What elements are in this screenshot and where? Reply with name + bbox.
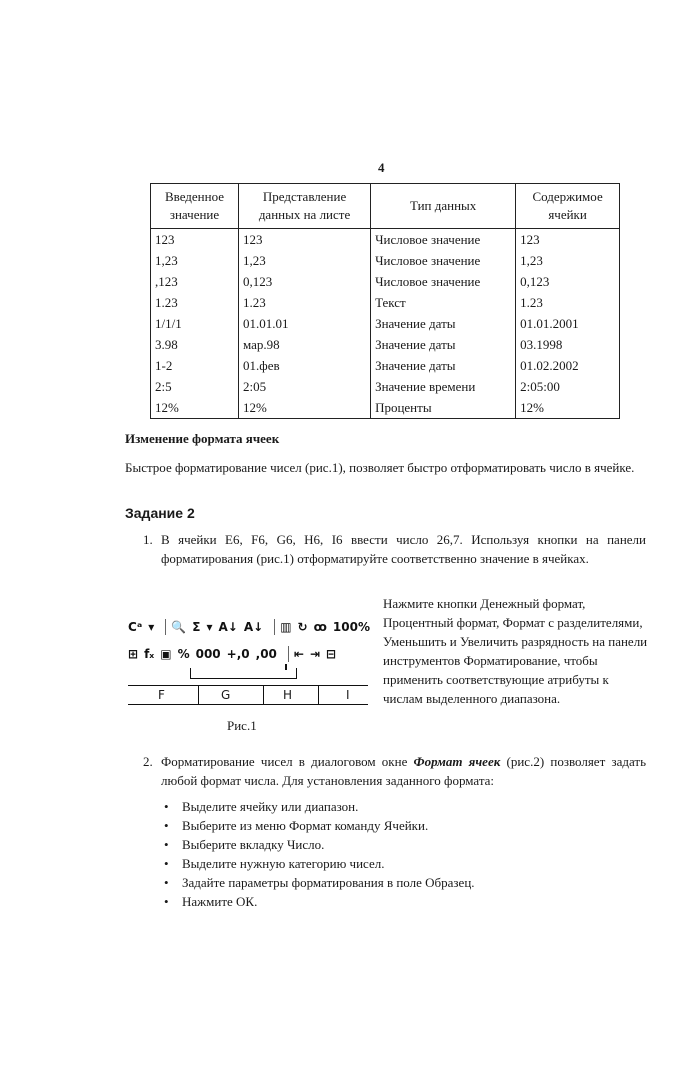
formatting-toolbar-figure	[128, 610, 368, 710]
section-paragraph: Быстрое форматирование чисел (рис.1), позволяет быстро отформатировать число в ячейке.	[125, 460, 635, 475]
increase-decimal-icon: +,0	[226, 647, 250, 661]
figure-caption: Рис.1	[227, 718, 257, 733]
toolbar-separator	[288, 646, 289, 662]
cell-display: 1.23	[239, 292, 371, 313]
cell-content: 03.1998	[516, 334, 620, 355]
highlight-bracket	[190, 668, 297, 679]
currency-icon: ▣	[160, 647, 172, 661]
table-row	[151, 397, 620, 419]
column-divider	[318, 686, 319, 704]
table-row	[151, 313, 620, 334]
merge-cells-icon: ⊞	[128, 647, 139, 661]
table-row	[151, 376, 620, 397]
cell-data-type: Числовое значение	[371, 250, 516, 271]
increase-indent-icon: ⇥	[309, 647, 321, 661]
drawing-icon: ↻	[297, 620, 308, 634]
task-item-2-text-after: (рис.2) позволяет задать любой формат числа. Для установления заданного формата:	[161, 754, 647, 788]
cell-content: 1.23	[516, 292, 620, 313]
zoom-icon: 100%	[332, 620, 370, 634]
task-item-1-number: 1.	[143, 532, 153, 547]
table-row	[151, 229, 620, 251]
undo-icon: Cᵃ	[128, 620, 143, 634]
cell-entered-value: 1.23	[151, 292, 239, 313]
table-row	[151, 355, 620, 376]
cell-entered-value: 123	[151, 229, 239, 251]
search-icon: 🔍	[171, 620, 187, 634]
decrease-indent-icon: ⇤	[293, 647, 304, 661]
cell-data-type: Текст	[371, 292, 516, 313]
column-header-i: I	[346, 688, 350, 702]
list-item: • Выберите из меню Формат команду Ячейки.	[160, 816, 475, 835]
cell-entered-value: 3.98	[151, 334, 239, 355]
header-entered-value: Введенное значение	[151, 184, 239, 229]
cell-data-type: Значение даты	[371, 355, 516, 376]
dropdown-icon: ▾	[148, 620, 155, 634]
header-display: Представление данных на листе	[239, 184, 371, 229]
column-header-f: F	[158, 688, 165, 702]
task-item-1-text: В ячейки E6, F6, G6, H6, I6 ввести число 26,7. Используя кнопки на панели форматирования (рис.1) отформатируйте соответственно значение в ячейках.	[161, 532, 646, 566]
task-item-2-number: 2.	[143, 754, 153, 769]
table-row	[151, 334, 620, 355]
cell-entered-value: 1,23	[151, 250, 239, 271]
borders-icon: ⊟	[326, 647, 337, 661]
toolbar-separator	[274, 619, 275, 635]
cell-data-type: Числовое значение	[371, 229, 516, 251]
task-item-2-emphasis: Формат ячеек	[413, 754, 501, 769]
column-header-h: H	[283, 688, 293, 702]
section-heading: Изменение формата ячеек	[125, 431, 280, 446]
cell-entered-value: 1/1/1	[151, 313, 239, 334]
cell-data-type: Значение времени	[371, 376, 516, 397]
chart-wizard-icon: ▥	[280, 620, 292, 634]
task-item-2	[143, 752, 646, 790]
thousands-icon: 000	[195, 647, 221, 661]
task-item-2-text-before: Форматирование чисел в диалоговом окне	[161, 754, 414, 769]
cell-display: 123	[239, 229, 371, 251]
list-item: • Выделите ячейку или диапазон.	[160, 797, 475, 816]
list-item: • Задайте параметры форматирования в поле Образец.	[160, 873, 475, 892]
cell-data-type: Значение даты	[371, 313, 516, 334]
column-header-g: G	[221, 688, 231, 702]
cell-content: 1,23	[516, 250, 620, 271]
function-icon: fₓ	[144, 647, 155, 661]
cell-data-type: Числовое значение	[371, 271, 516, 292]
cell-display: 2:05	[239, 376, 371, 397]
cell-display: 0,123	[239, 271, 371, 292]
cell-display: мар.98	[239, 334, 371, 355]
header-data-type: Тип данных	[371, 184, 516, 229]
table-row	[151, 250, 620, 271]
cell-content: 2:05:00	[516, 376, 620, 397]
autosum-icon: Σ	[192, 620, 201, 634]
decrease-decimal-icon: ,00	[255, 647, 277, 661]
task-item-1	[143, 530, 646, 568]
cell-content: 123	[516, 229, 620, 251]
cell-display: 12%	[239, 397, 371, 419]
page-number: 4	[378, 160, 385, 175]
cell-entered-value: 2:5	[151, 376, 239, 397]
toolbar-row-2	[128, 643, 342, 665]
toolbar-row-1	[128, 616, 376, 638]
formula-icon: ꝏ	[313, 620, 327, 634]
task-heading: Задание 2	[125, 505, 195, 521]
percent-icon: %	[177, 647, 190, 661]
dropdown-icon: ▾	[206, 620, 213, 634]
list-item: • Нажмите ОК.	[160, 892, 475, 911]
cell-content: 12%	[516, 397, 620, 419]
sort-descending-icon: A↓	[243, 620, 264, 634]
column-divider	[198, 686, 199, 704]
cell-data-type: Проценты	[371, 397, 516, 419]
cell-display: 1,23	[239, 250, 371, 271]
steps-list	[160, 797, 475, 911]
table-header-row	[151, 184, 620, 229]
cell-display: 01.фев	[239, 355, 371, 376]
cell-content: 0,123	[516, 271, 620, 292]
table-row	[151, 292, 620, 313]
list-item: • Выберите вкладку Число.	[160, 835, 475, 854]
table-row	[151, 271, 620, 292]
list-item: • Выделите нужную категорию чисел.	[160, 854, 475, 873]
header-cell-content: Содержимое ячейки	[516, 184, 620, 229]
side-note: Нажмите кнопки Денежный формат, Процентный формат, Формат с разделителями, Уменьшить и Увеличить разрядность на панели инструментов Форматирование, чтобы применить соответствующие атрибуты к числам выделенного диапазона.	[383, 596, 648, 706]
data-types-table	[150, 183, 620, 419]
task-item-2-text	[161, 752, 646, 790]
toolbar-separator	[165, 619, 166, 635]
column-headers	[128, 685, 368, 705]
cell-entered-value: 12%	[151, 397, 239, 419]
cell-content: 01.02.2002	[516, 355, 620, 376]
column-divider	[263, 686, 264, 704]
cell-data-type: Значение даты	[371, 334, 516, 355]
sort-ascending-icon: A↓	[218, 620, 238, 634]
cell-entered-value: 1-2	[151, 355, 239, 376]
cell-display: 01.01.01	[239, 313, 371, 334]
cell-entered-value: ,123	[151, 271, 239, 292]
cell-content: 01.01.2001	[516, 313, 620, 334]
